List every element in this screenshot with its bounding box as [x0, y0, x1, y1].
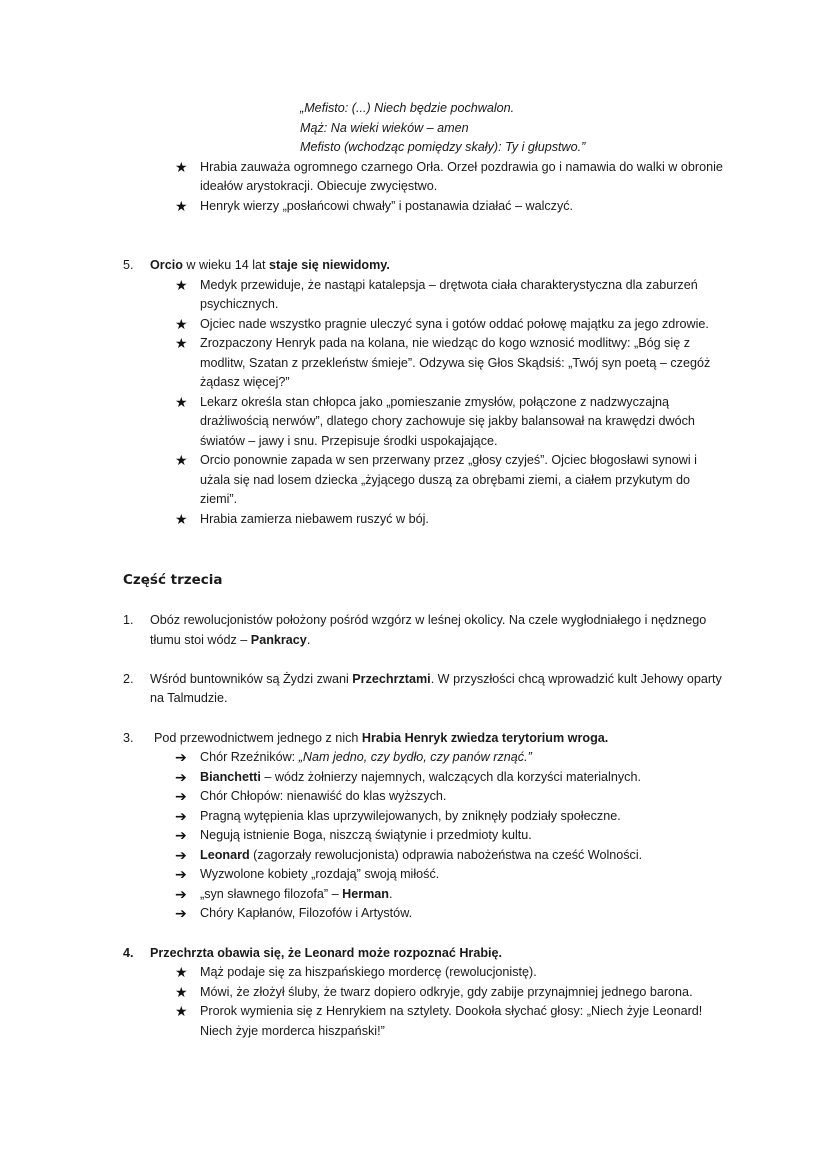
list-number: 5.: [123, 258, 134, 272]
quote-line: Mąż: Na wieki wieków – amen: [300, 121, 469, 135]
star-icon: ★: [175, 394, 188, 410]
text-part: .: [306, 633, 311, 647]
bullet-text: Medyk przewiduje, że nastąpi katalepsja – drętwota ciała charakterystyczna dla zaburzeń: [200, 278, 698, 292]
bullet-text: światów – jawy i snu. Przepisuje środki uspokajające.: [200, 434, 498, 448]
title-part: w wieku 14 lat: [182, 258, 270, 272]
star-icon: ★: [175, 984, 188, 1000]
text-part: .: [389, 887, 393, 901]
arrow-right-icon: ➔: [175, 749, 187, 765]
list-number: 4.: [123, 946, 134, 960]
bullet-text: Hrabia zamierza niebawem ruszyć w bój.: [200, 512, 429, 526]
bullet-text: ideałów arystokracji. Obiecuje zwycięstwo.: [200, 179, 438, 193]
arrow-right-icon: ➔: [175, 788, 187, 804]
text-part: Bianchetti: [200, 770, 261, 784]
bullet-text: Prorok wymienia się z Henrykiem na sztylety. Dookoła słychać głosy: „Niech żyje Leonard!: [200, 1004, 703, 1018]
star-icon: ★: [175, 316, 188, 332]
arrow-right-icon: ➔: [175, 847, 187, 863]
item-text: na Talmudzie.: [150, 691, 228, 705]
bullet-text: psychicznych.: [200, 297, 279, 311]
item-title: [154, 729, 608, 749]
bullet-text: Orcio ponownie zapada w sen przerwany przez „głosy czyjeś”. Ojciec błogosławi synowi i: [200, 453, 697, 467]
bullet-text: modlitw, Szatan z przekleństw śmieje”. Odzywa się Głos Skądsiś: „Twój syn poetą – czegóż: [200, 356, 711, 370]
star-icon: ★: [175, 159, 188, 175]
star-icon: ★: [175, 452, 188, 468]
text-part: Pankracy: [250, 633, 307, 647]
arrow-item: [200, 748, 532, 768]
text-part: Pod przewodnictwem jednego z nich: [154, 731, 362, 745]
text-part: tłumu stoi wódz –: [150, 633, 251, 647]
text-part: Leonard: [200, 848, 250, 862]
item-text: [150, 670, 722, 690]
star-icon: ★: [175, 1003, 188, 1019]
bullet-text: Ojciec nade wszystko pragnie uleczyć syna i gotów oddać połowę majątku za jego zdrowie.: [200, 317, 709, 331]
arrow-item: Negują istnienie Boga, niszczą świątynie i przedmioty kultu.: [200, 828, 532, 842]
star-icon: ★: [175, 198, 188, 214]
text-part: (zagorzały rewolucjonista) odprawia nabożeństwa na cześć Wolności.: [249, 848, 643, 862]
star-icon: ★: [175, 335, 188, 351]
arrow-right-icon: ➔: [175, 886, 187, 902]
text-part: . W przyszłości chcą wprowadzić kult Jehowy oparty: [430, 672, 722, 686]
bullet-text: użala się nad losem dziecka „żyjącego duszą za obrębami ziemi, a ciałem przykutym do: [200, 473, 690, 487]
bullet-text: drażliwością nerwów”, dlatego chory zachowuje się jakby balansował na krawędzi dwóch: [200, 414, 695, 428]
text-part: – wódz żołnierzy najemnych, walczących dla korzyści materialnych.: [260, 770, 641, 784]
quote-line: „Mefisto: (...) Niech będzie pochwalon.: [300, 101, 515, 115]
star-icon: ★: [175, 964, 188, 980]
arrow-item: Pragną wytępienia klas uprzywilejowanych, by zniknęły podziały społeczne.: [200, 809, 621, 823]
bullet-text: Niech żyje morderca hiszpański!”: [200, 1024, 385, 1038]
list-number: 3.: [123, 731, 134, 745]
star-icon: ★: [175, 277, 188, 293]
section-title: [150, 256, 390, 276]
bullet-text: żądasz więcej?”: [200, 375, 290, 389]
item-text: Obóz rewolucjonistów położony pośród wzgórz w leśnej okolicy. Na czele wygłodniałego i nędznego: [150, 613, 707, 627]
bullet-text: ziemi”.: [200, 492, 238, 506]
quote-line: Mefisto (wchodząc pomiędzy skały): Ty i głupstwo.”: [300, 140, 586, 154]
bullet-text: Mąż podaje się za hiszpańskiego mordercę (rewolucjonistę).: [200, 965, 537, 979]
part-heading: Część trzecia: [123, 572, 223, 588]
text-part: „syn sławnego filozofa” –: [200, 887, 343, 901]
star-icon: ★: [175, 511, 188, 527]
list-number: 1.: [123, 613, 134, 627]
bullet-text: Zrozpaczony Henryk pada na kolana, nie wiedząc do kogo wznosić modlitwy: „Bóg się z: [200, 336, 691, 350]
arrow-item: Chór Chłopów: nienawiść do klas wyższych.: [200, 789, 447, 803]
arrow-item: Chóry Kapłanów, Filozofów i Artystów.: [200, 906, 413, 920]
arrow-item: [200, 768, 641, 788]
title-part: staje się niewidomy.: [269, 258, 390, 272]
item-title: Przechrzta obawia się, że Leonard może rozpoznać Hrabię.: [150, 946, 503, 960]
arrow-right-icon: ➔: [175, 827, 187, 843]
bullet-text: Hrabia zauważa ogromnego czarnego Orła. Orzeł pozdrawia go i namawia do walki w obronie: [200, 160, 723, 174]
arrow-item: [200, 885, 393, 905]
arrow-item: [200, 846, 642, 866]
arrow-right-icon: ➔: [175, 866, 187, 882]
item-text: [150, 631, 310, 651]
text-part: Hrabia Henryk zwiedza terytorium wroga.: [361, 731, 609, 745]
arrow-item: Wyzwolone kobiety „rozdają” swoją miłość.: [200, 867, 440, 881]
text-part: Wśród buntowników są Żydzi zwani: [150, 672, 353, 686]
text-part: Chór Rzeźników:: [200, 750, 299, 764]
bullet-text: Henryk wierzy „posłańcowi chwały” i postanawia działać – walczyć.: [200, 199, 574, 213]
arrow-right-icon: ➔: [175, 769, 187, 785]
text-part: Przechrztami: [352, 672, 431, 686]
title-part: Orcio: [150, 258, 183, 272]
bullet-text: Mówi, że złożył śluby, że twarz dopiero odkryje, gdy zabije przynajmniej jednego barona.: [200, 985, 693, 999]
list-number: 2.: [123, 672, 134, 686]
bullet-text: Lekarz określa stan chłopca jako „pomieszanie zmysłów, połączone z nadzwyczajną: [200, 395, 669, 409]
arrow-right-icon: ➔: [175, 808, 187, 824]
text-part: „Nam jedno, czy bydło, czy panów rznąć.”: [298, 750, 532, 764]
arrow-right-icon: ➔: [175, 905, 187, 921]
text-part: Herman: [342, 887, 390, 901]
